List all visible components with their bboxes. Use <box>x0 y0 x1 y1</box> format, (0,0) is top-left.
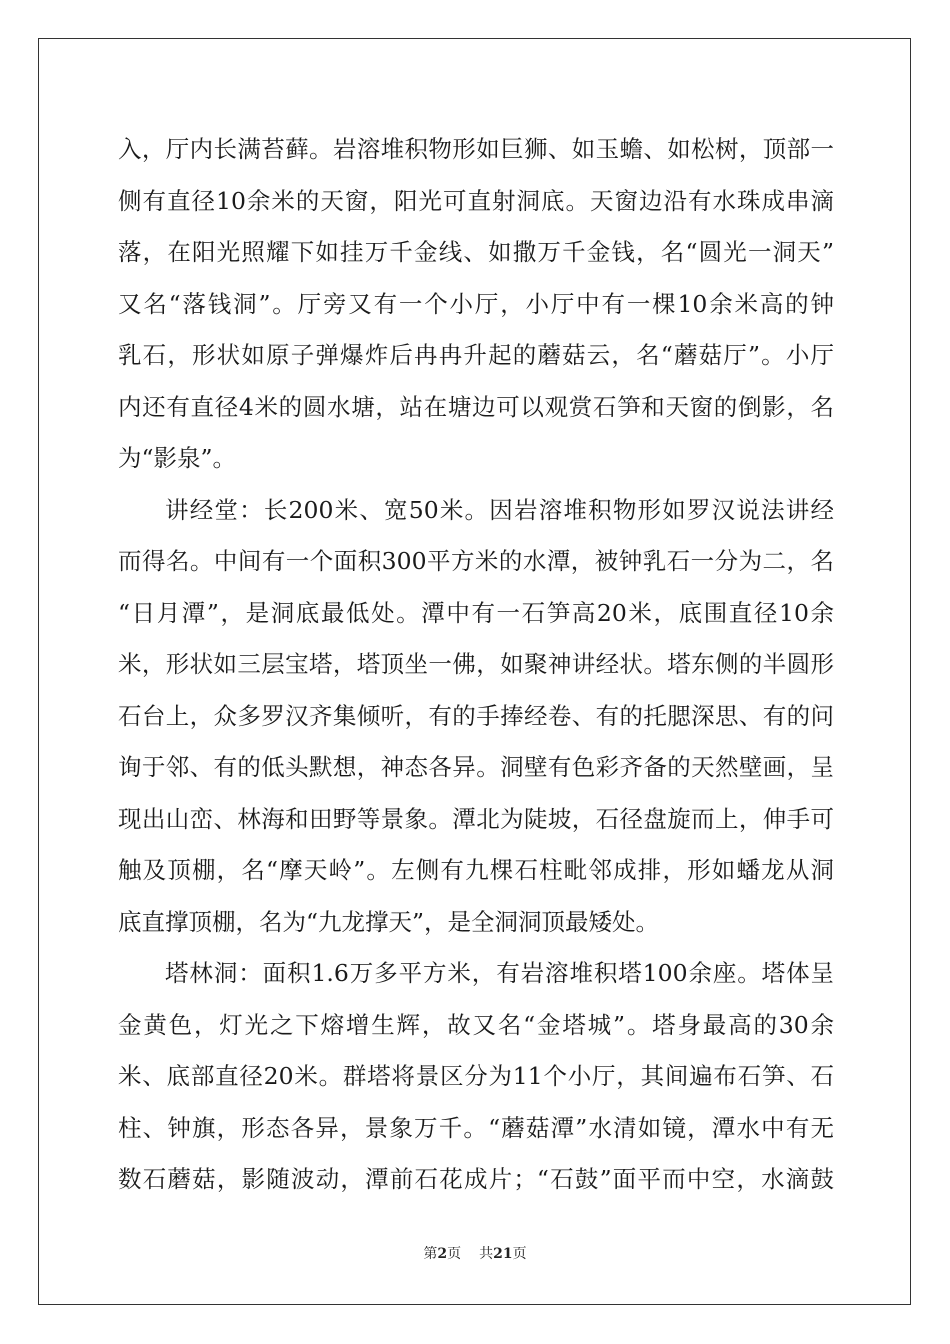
text-line: 又名“落钱洞”。厅旁又有一个小厅，小厅中有一棵10余米高的钟 <box>118 289 834 318</box>
text-line: 为“影泉”。 <box>118 444 237 472</box>
text-line: 乳石，形状如原子弹爆炸后冉冉升起的蘑菇云，名“蘑菇厅”。小厅 <box>118 341 834 369</box>
text-line: 石台上，众多罗汉齐集倾听，有的手捧经卷、有的托腮深思、有的问 <box>118 701 834 730</box>
page-prefix: 第 <box>423 1246 438 1262</box>
text-line: 塔林洞：面积1.6万多平方米，有岩溶堆积塔100余座。塔体呈 <box>165 959 834 987</box>
current-page-number: 2 <box>437 1246 448 1262</box>
text-line: 金黄色，灯光之下熔增生辉，故又名“金塔城”。塔身最高的30余 <box>118 1010 834 1039</box>
text-line: 询于邻、有的低头默想，神态各异。洞壁有色彩齐备的天然壁画，呈 <box>118 753 834 781</box>
text-line: “日月潭”，是洞底最低处。潭中有一石笋高20米，底围直径10余 <box>118 598 834 627</box>
text-line: 数石蘑菇，影随波动，潭前石花成片；“石鼓”面平而中空，水滴鼓 <box>118 1165 834 1193</box>
total-page-number: 21 <box>493 1246 513 1262</box>
text-line: 侧有直径10余米的天窗，阳光可直射洞底。天窗边沿有水珠成串滴 <box>118 186 834 215</box>
page-suffix: 页 <box>447 1246 462 1262</box>
text-line: 入，厅内长满苔藓。岩溶堆积物形如巨狮、如玉蟾、如松树，顶部一 <box>118 135 834 163</box>
text-line: 底直撑顶棚，名为“九龙撑天”，是全洞洞顶最矮处。 <box>118 907 660 936</box>
text-line: 米，形状如三层宝塔，塔顶坐一佛，如聚神讲经状。塔东侧的半圆形 <box>118 650 834 678</box>
text-line: 柱、钟旗，形态各异，景象万千。“蘑菇潭”水清如镜，潭水中有无 <box>118 1113 834 1142</box>
text-line: 讲经堂：长200米、宽50米。因岩溶堆积物形如罗汉说法讲经 <box>165 495 834 524</box>
total-prefix: 共 <box>479 1246 494 1262</box>
text-line: 触及顶棚，名“摩天岭”。左侧有九棵石柱毗邻成排，形如蟠龙从洞 <box>118 856 834 884</box>
paragraph <box>118 485 834 949</box>
document-body <box>118 124 834 1206</box>
paragraph <box>118 124 834 485</box>
text-line: 现出山峦、林海和田野等景象。潭北为陡坡，石径盘旋而上，伸手可 <box>118 804 834 833</box>
text-line: 而得名。中间有一个面积300平方米的水潭，被钟乳石一分为二，名 <box>118 547 834 575</box>
page-footer <box>0 1244 950 1264</box>
text-line: 内还有直径4米的圆水塘，站在塘边可以观赏石笋和天窗的倒影，名 <box>118 392 834 421</box>
total-suffix: 页 <box>512 1246 527 1262</box>
text-line: 落，在阳光照耀下如挂万千金线、如撒万千金钱，名“圆光一洞天” <box>118 238 834 266</box>
paragraph <box>118 948 834 1206</box>
text-line: 米、底部直径20米。群塔将景区分为11个小厅，其间遍布石笋、石 <box>118 1062 834 1090</box>
